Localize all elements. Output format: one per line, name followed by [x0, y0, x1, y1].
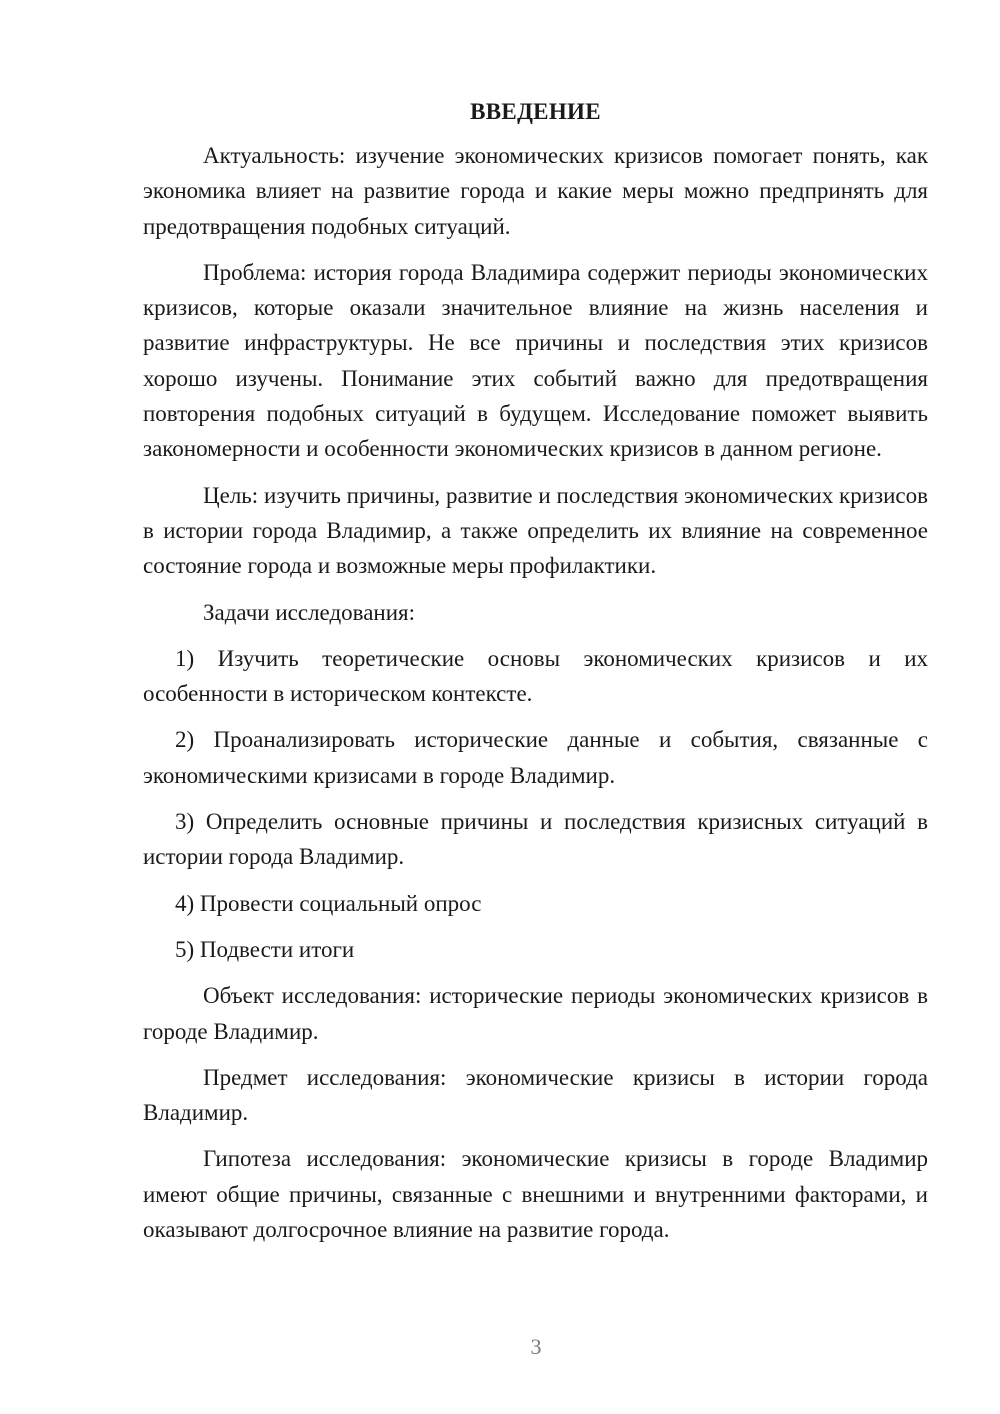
paragraph-hypothesis: Гипотеза исследования: экономические кризисы в городе Владимир имеют общие причины, связанные с внешними и внутренними факторами, и оказывают долгосрочное влияние на развитие города. [143, 1146, 928, 1243]
paragraph-goal: Цель: изучить причины, развитие и последствия экономических кризисов в истории города Владимир, а также определить их влияние на современное состояние города и возможные меры профилактики. [143, 482, 928, 579]
task-item-1: 1) Изучить теоретические основы экономических кризисов и их особенности в историческом контексте. [143, 645, 928, 707]
section-heading: ВВЕДЕНИЕ [470, 99, 601, 124]
paragraph-object: Объект исследования: исторические периоды экономических кризисов в городе Владимир. [143, 983, 928, 1044]
task-item-2: 2) Проанализировать исторические данные и события, связанные с экономическими кризисами в городе Владимир. [143, 727, 928, 788]
paragraph-problem: Проблема: история города Владимира содержит периоды экономических кризисов, которые оказали значительное влияние на жизнь населения и развитие инфраструктуры. Не все причины и последствия этих кризисов хорошо изучены. Понимание этих событий важно для предотвращения повторения подобных ситуаций в будущем. Исследование поможет выявить закономерности и особенности экономических кризисов в данном регионе. [143, 259, 928, 462]
paragraph-tasks-intro: Задачи исследования: [203, 599, 416, 625]
page-body [143, 94, 928, 1258]
page-number: 3 [530, 1334, 542, 1359]
task-item-4: 4) Провести социальный опрос [175, 890, 482, 916]
paragraph-subject: Предмет исследования: экономические кризисы в истории города Владимир. [143, 1064, 928, 1126]
task-item-5: 5) Подвести итоги [175, 936, 355, 962]
paragraph-relevance: Актуальность: изучение экономических кризисов помогает понять, как экономика влияет на развитие города и какие меры можно предпринять для предотвращения подобных ситуаций. [143, 143, 928, 239]
task-item-3: 3) Определить основные причины и последствия кризисных ситуаций в истории города Владимир. [143, 809, 928, 870]
